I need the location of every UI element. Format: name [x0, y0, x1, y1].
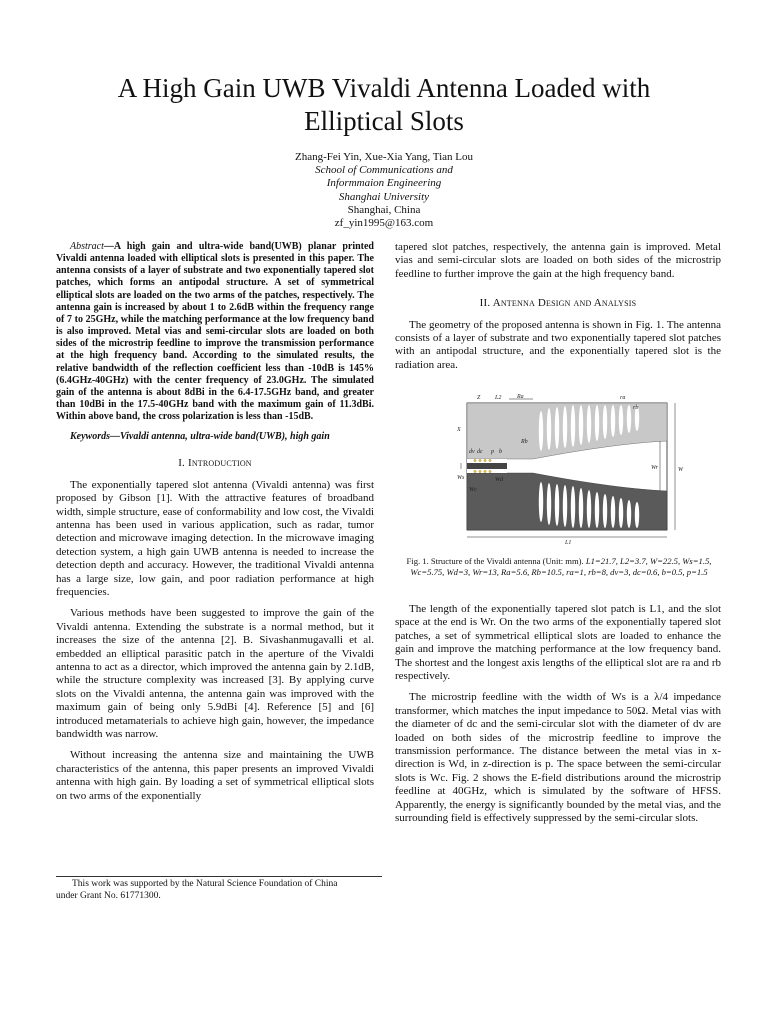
continued-paragraph: tapered slot patches, respectively, the antenna gain is improved. Metal vias and semi-circular slots are loaded on both sides of the microstrip feedline to further improve the gain at the high frequency band. — [395, 241, 721, 280]
abstract-text: —A high gain and ultra-wide band(UWB) planar printed Vivaldi antenna loaded with elliptical slots is presented in this paper. The antenna consists of a layer of substrate and two exponentially tapered slot patches, which forms an antipodal structure. A set of symmetrical elliptical slots are loaded on the two arms of the patches, respectively. The antenna gain is increased by about 1 to 2.6dB within the frequency range of 7 to 25GHz, while the matching performance at the low frequency band is also improved. Metal vias and semi-circular slots are loaded on both sides of the microstrip feedline to improve the transmission performance at the high frequency band. According to the simulated results, the relative bandwidth of the reflection coefficient less than -10dB is 145% (6.4GHz-40GHz) with the center frequency of 23.0GHz. The simulated gain of the antenna is about 8dBi in the 6.4-17.5GHz band, and greater than 10dBi in the 17.5-40GHz band with the maximum gain of 11.3dBi. Within above band, the cross polarization is less than -15dB. — [56, 241, 374, 423]
affiliation-line-2: Informmaion Engineering — [326, 177, 442, 190]
intro-paragraph-3: Without increasing the antenna size and maintaining the UWB characteristics of the antenna, this paper presents an improved Vivaldi antenna with high gain. By loading a set of symmetrical elliptical slots on two arms of the exponentially — [56, 749, 374, 802]
figure-caption-values: L1=21.7, L2=3.7, W=22.5, Ws=1.5, Wc=5.75, Wd=3, Wr=13, Ra=5.6, Rb=10.5, ra=1, rb=8, dv=3, dc=0.6, b=0.5, p=1.5 — [410, 556, 712, 578]
label-p: p — [491, 449, 494, 455]
affiliation-line-3: Shanghai University — [338, 190, 430, 203]
design-paragraph-2: The length of the exponentially tapered slot patch is L1, and the slot space at the end is Wr. On the two arms of the exponentially tapered slot patches, a set of symmetrical elliptical slots are loaded to enhance the gain and improve the matching performance at the low frequency band. The shortest and the longest axis lengths of the elliptical slot are ra and rb respectively. — [395, 603, 721, 683]
label-Wr: Wr — [651, 465, 659, 471]
label-Wd: Wd — [495, 477, 503, 483]
footnote-rule — [56, 876, 382, 877]
label-L2: L2 — [495, 395, 502, 401]
title-line-2: Elliptical Slots — [304, 106, 464, 136]
design-paragraph-3: The microstrip feedline with the width of Ws is a λ/4 impedance transformer, which matches the input impedance to 50Ω. Metal vias with the diameter of dc and the semi-circular slot with the diameter of dv are loaded on both sides of the microstrip feedline to improve the transmission performance. The distance between the metal vias in x-direction is Wd, in z-direction is p. The space between the semi-circular slots is Wc. Fig. 2 shows the E-field distributions around the microstrip feedline at 40GHz, which is simulated by the software of HFSS. Apparently, the energy is significantly bounded by the metal vias, and the surrounding field is effectively suppressed by the semi-circular slots. — [395, 691, 721, 825]
antenna-structure-figure — [455, 391, 687, 546]
intro-paragraph-2: Various methods have been suggested to improve the gain of the Vivaldi antenna. Extending the substrate is a normal method, but it increases the size of the antenna [2]. B. Sivashanmugavalli et al. embedded an elliptical parasitic patch in the aperture of the Vivaldi antenna to act as a director, which improved the antenna gain by 2.1dB, while the structure complexity was increased [3]. By applying curve slots on the Vivaldi antenna, the antenna gain was improved with the maximum gain of being only 5.9dBi [4]. Reference [5] and [6] introduced metamaterials to achieve high gain, however, the impedance bandwidth was narrow. — [56, 607, 374, 741]
right-column-top — [395, 241, 721, 372]
label-W: W — [678, 467, 683, 473]
label-rb: rb — [633, 405, 639, 411]
abstract-lead: Abstract — [70, 241, 104, 252]
footnote-line-1: This work was supported by the Natural Science Foundation of China — [72, 879, 338, 889]
label-dv: dv — [469, 449, 475, 455]
label-Wc: Wc — [469, 487, 477, 493]
right-column-bottom — [395, 603, 721, 826]
author-email[interactable]: zf_yin1995@163.com — [334, 217, 434, 230]
label-L1: L1 — [565, 540, 572, 546]
label-Rb: Rb — [521, 439, 528, 445]
keywords: Keywords—Vivaldi antenna, ultra-wide band(UWB), high gain — [70, 431, 330, 443]
abstract — [56, 241, 374, 423]
figure-caption — [398, 556, 720, 578]
affiliation-line-1: School of Communications and — [315, 164, 453, 177]
label-ra: ra — [620, 395, 626, 401]
label-Ws: Ws — [457, 475, 465, 481]
funding-footnote — [56, 879, 382, 902]
figure-caption-prefix: Fig. 1. Structure of the Vivaldi antenna (Unit: mm). — [406, 556, 584, 566]
label-dc: dc — [477, 449, 483, 455]
microstrip-feedline — [467, 463, 507, 469]
label-X: X — [457, 427, 461, 433]
label-b: b — [499, 449, 502, 455]
title-line-1: A High Gain UWB Vivaldi Antenna Loaded with — [117, 73, 651, 103]
author-names: Zhang-Fei Yin, Xue-Xia Yang, Tian Lou — [294, 151, 474, 163]
intro-paragraph-1: The exponentially tapered slot antenna (Vivaldi antenna) was first proposed by Gibson [1]. With the attractive features of broadband width, simple structure, ease of conformability and low cost, the Vivaldi antenna has been used in various application, such as radar, tumor detection and microwave imaging detection. In the microwave imaging detection system, a high gain UWB antenna is needed to increase the detection depth and accuracy. However, the traditional Vivaldi antenna has a large size, low gain, and poor radiation performance at high frequencies. — [56, 478, 374, 598]
section-2-heading: II. Antenna Design and Analysis — [479, 297, 637, 310]
author-location: Shanghai, China — [347, 203, 421, 216]
label-Ra: Ra — [517, 394, 524, 400]
design-paragraph-1: The geometry of the proposed antenna is shown in Fig. 1. The antenna consists of a layer of substrate and two exponentially tapered slot patches with an antipodal structure, and the exponentially tapered slot is the radiation area. — [395, 318, 721, 371]
label-Z: Z — [477, 395, 481, 401]
footnote-line-2: under Grant No. 61771300. — [56, 890, 161, 901]
author-block — [184, 151, 584, 230]
paper-title — [40, 72, 728, 138]
section-1-heading: I. Introduction — [178, 457, 252, 470]
left-column — [56, 241, 374, 803]
